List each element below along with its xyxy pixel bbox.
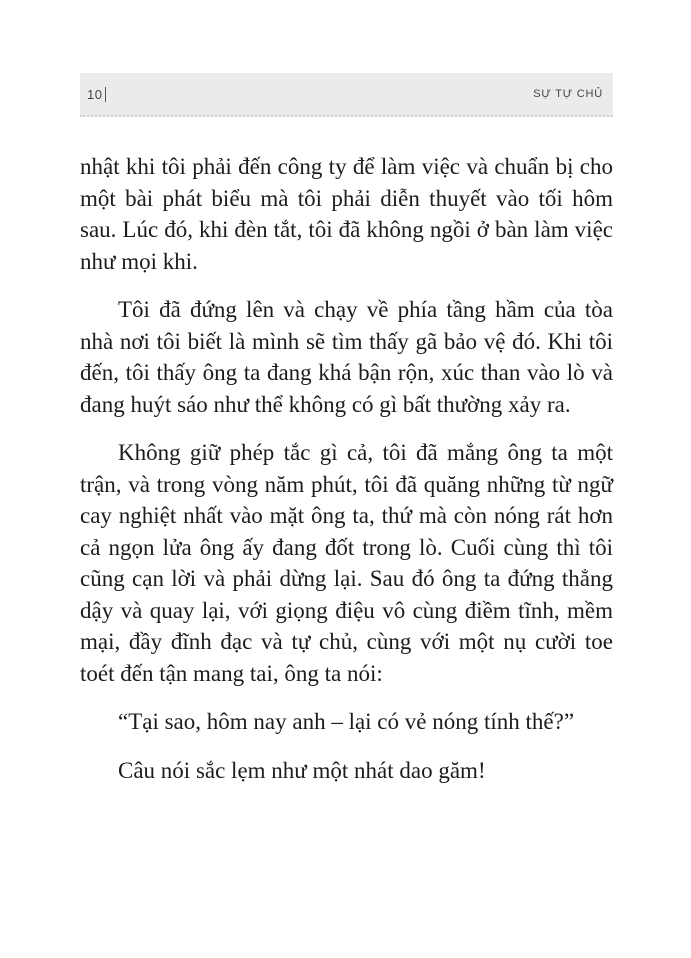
paragraph: Tôi đã đứng lên và chạy về phía tầng hầm của tòa nhà nơi tôi biết là mình sẽ tìm thấy gã bảo vệ đó. Khi tôi đến, tôi thấy ông ta đang khá bận rộn, xúc than vào lò và đang huýt sáo như thể không có gì bất thường xảy ra. bbox=[80, 297, 613, 417]
quoted-dialogue: “Tại sao, hôm nay anh – lại có vẻ nóng tính thế?” bbox=[118, 709, 575, 734]
header-divider bbox=[105, 87, 106, 102]
page-number: 10 bbox=[87, 87, 103, 102]
paragraph: nhật khi tôi phải đến công ty để làm việc và chuẩn bị cho một bài phát biểu mà tôi phải diễn thuyết vào tối hôm sau. Lúc đó, khi đèn tắt, tôi đã không ngồi ở bàn làm việc như mọi khi. bbox=[80, 154, 613, 274]
paragraph: Câu nói sắc lẹm như một nhát dao găm! bbox=[118, 757, 486, 783]
page-body bbox=[80, 151, 613, 803]
running-title: SỰ TỰ CHỦ bbox=[533, 88, 603, 100]
paragraph: Không giữ phép tắc gì cả, tôi đã mắng ông ta một trận, và trong vòng năm phút, tôi đã quăng những từ ngữ cay nghiệt nhất vào mặt ông ta, thứ mà còn nóng rát hơn cả ngọn lửa ông ấy đang đốt trong lò. Cuối cùng thì tôi cũng cạn lời và phải dừng lại. Sau đó ông ta đứng thẳng dậy và quay lại, với giọng điệu vô cùng điềm tĩnh, mềm mại, đầy đĩnh đạc và tự chủ, cùng với một nụ cười toe toét đến tận mang tai, ông ta nói: bbox=[80, 440, 613, 686]
page-header bbox=[80, 73, 613, 117]
